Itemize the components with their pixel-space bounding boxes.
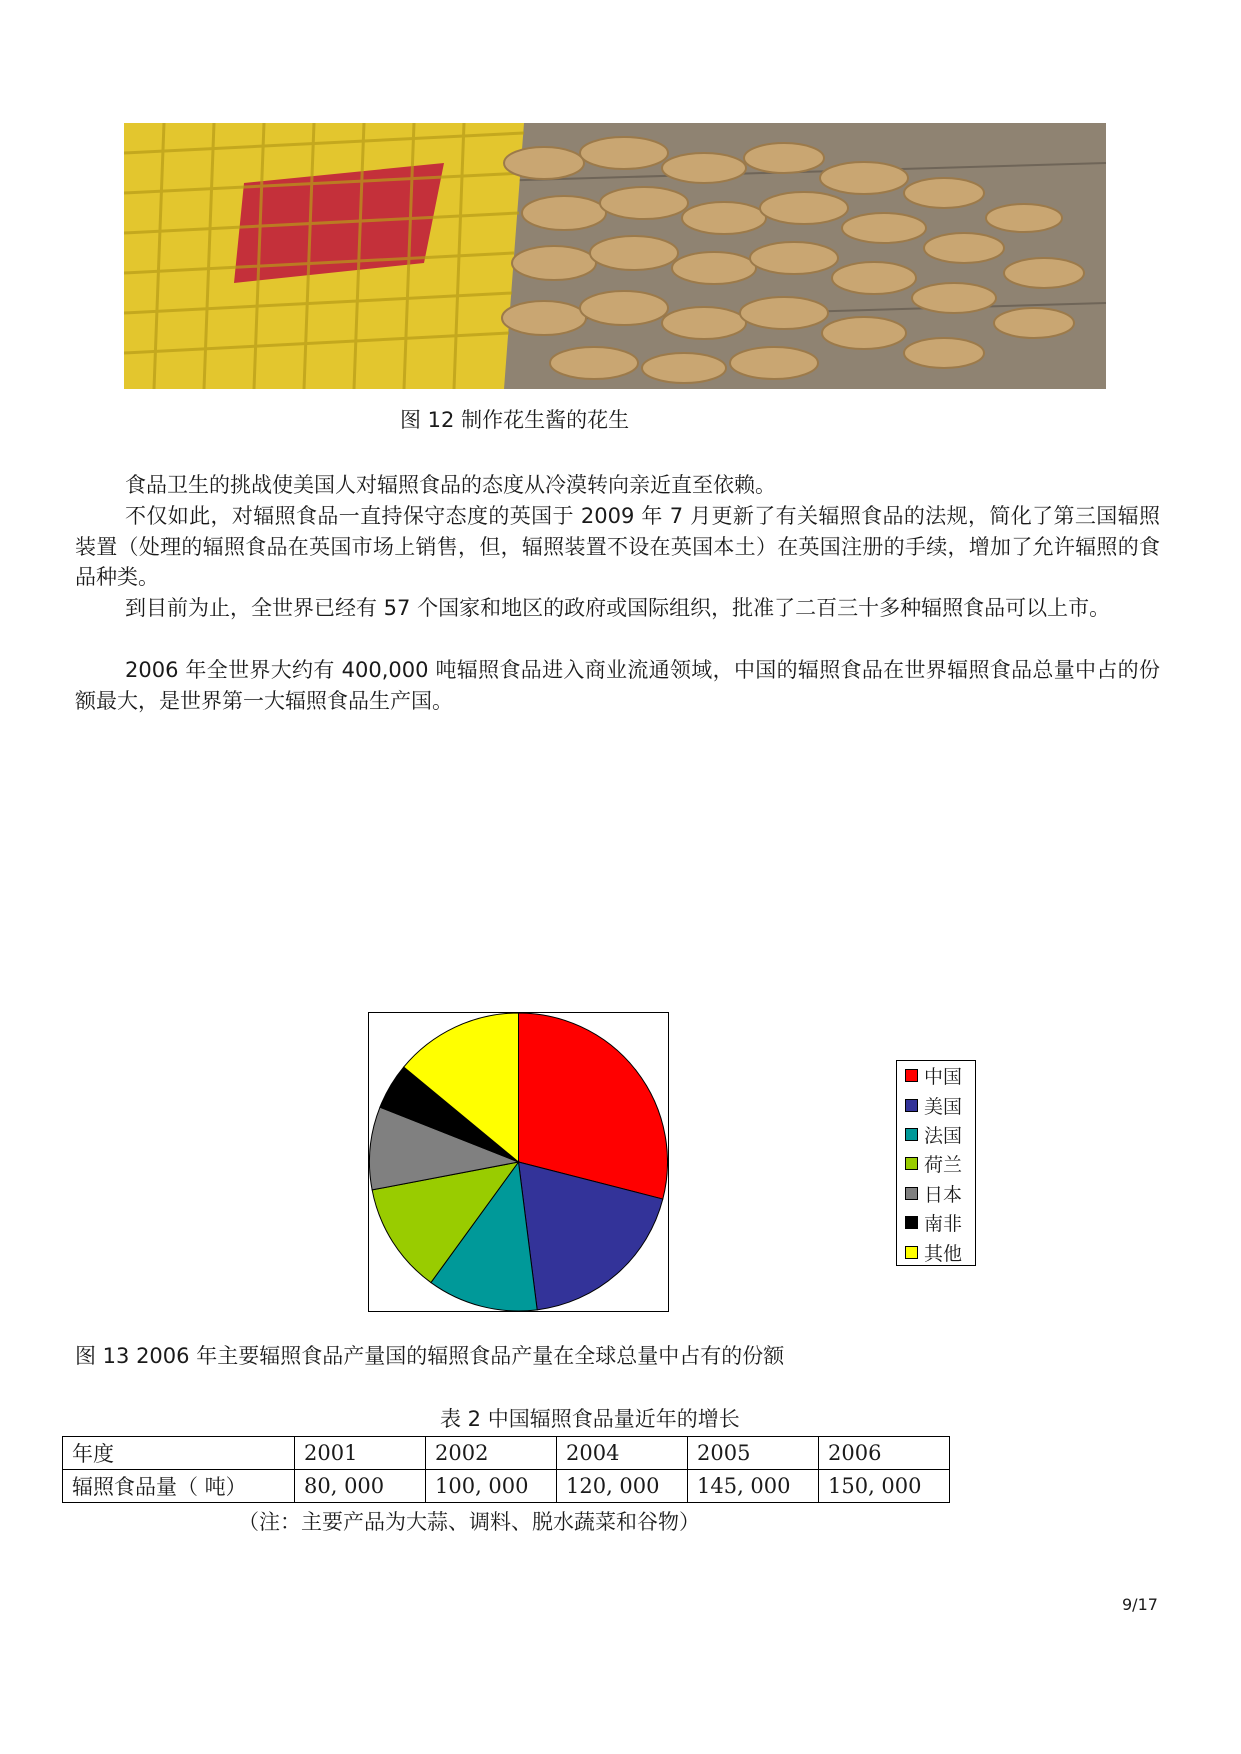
legend-label: 日本	[924, 1183, 963, 1206]
year-cell: 2001	[295, 1437, 426, 1470]
paragraph-3: 到目前为止，全世界已经有 57 个国家和地区的政府或国际组织，批准了二百三十多种辐照食品可以上市。	[125, 596, 1111, 620]
value-cell: 120, 000	[557, 1470, 688, 1503]
legend-label: 美国	[924, 1095, 963, 1118]
table-note: （注：主要产品为大蒜、调料、脱水蔬菜和谷物）	[238, 1510, 700, 1534]
legend-swatch	[905, 1216, 918, 1229]
value-cell: 100, 000	[426, 1470, 557, 1503]
legend-swatch	[905, 1187, 918, 1200]
legend-item	[897, 1179, 975, 1208]
legend-item	[897, 1208, 975, 1237]
row-label-cell: 辐照食品量（ 吨）	[63, 1470, 295, 1503]
value-cell: 80, 000	[295, 1470, 426, 1503]
legend-label: 其他	[924, 1242, 963, 1265]
paragraph-4: 2006 年全世界大约有 400,000 吨辐照食品进入商业流通领域，中国的辐照食品在世界辐照食品总量中占的份额最大，是世界第一大辐照食品生产国。	[75, 658, 1160, 713]
table-2-title: 表 2 中国辐照食品量近年的增长	[440, 1407, 740, 1431]
legend-label: 南非	[924, 1213, 963, 1236]
legend-swatch	[905, 1128, 918, 1141]
legend-item	[897, 1090, 975, 1119]
header-label-cell: 年度	[63, 1437, 295, 1470]
table-row	[63, 1470, 950, 1503]
value-cell: 145, 000	[688, 1470, 819, 1503]
table-header-row	[63, 1437, 950, 1470]
year-cell: 2006	[819, 1437, 950, 1470]
legend-swatch	[905, 1069, 918, 1082]
figure-12-caption: 图 12 制作花生酱的花生	[400, 408, 630, 432]
figure-13-caption: 图 13 2006 年主要辐照食品产量国的辐照食品产量在全球总量中占有的份额	[75, 1344, 785, 1368]
value-cell: 150, 000	[819, 1470, 950, 1503]
paragraph-2: 不仅如此，对辐照食品一直持保守态度的英国于 2009 年 7 月更新了有关辐照食品的法规，简化了第三国辐照装置（处理的辐照食品在英国市场上销售，但，辐照装置不设在英国本土）在英国注册的手续，增加了允许辐照的食品种类。	[75, 504, 1160, 589]
chart-legend	[896, 1060, 976, 1266]
year-cell: 2004	[557, 1437, 688, 1470]
legend-swatch	[905, 1157, 918, 1170]
legend-item	[897, 1061, 975, 1090]
peanuts-photo	[124, 123, 1106, 389]
legend-item	[897, 1149, 975, 1178]
legend-swatch	[905, 1099, 918, 1112]
legend-item	[897, 1237, 975, 1266]
page-number: 9/17	[1122, 1595, 1158, 1614]
legend-label: 中国	[924, 1066, 963, 1089]
paragraph-1: 食品卫生的挑战使美国人对辐照食品的态度从冷漠转向亲近直至依赖。	[125, 473, 776, 497]
pie-chart-svg	[369, 1013, 668, 1311]
legend-item	[897, 1120, 975, 1149]
growth-table	[62, 1436, 950, 1503]
legend-swatch	[905, 1246, 918, 1259]
legend-label: 法国	[924, 1124, 963, 1147]
year-cell: 2002	[426, 1437, 557, 1470]
legend-label: 荷兰	[924, 1154, 963, 1177]
pie-chart	[368, 1012, 669, 1312]
year-cell: 2005	[688, 1437, 819, 1470]
